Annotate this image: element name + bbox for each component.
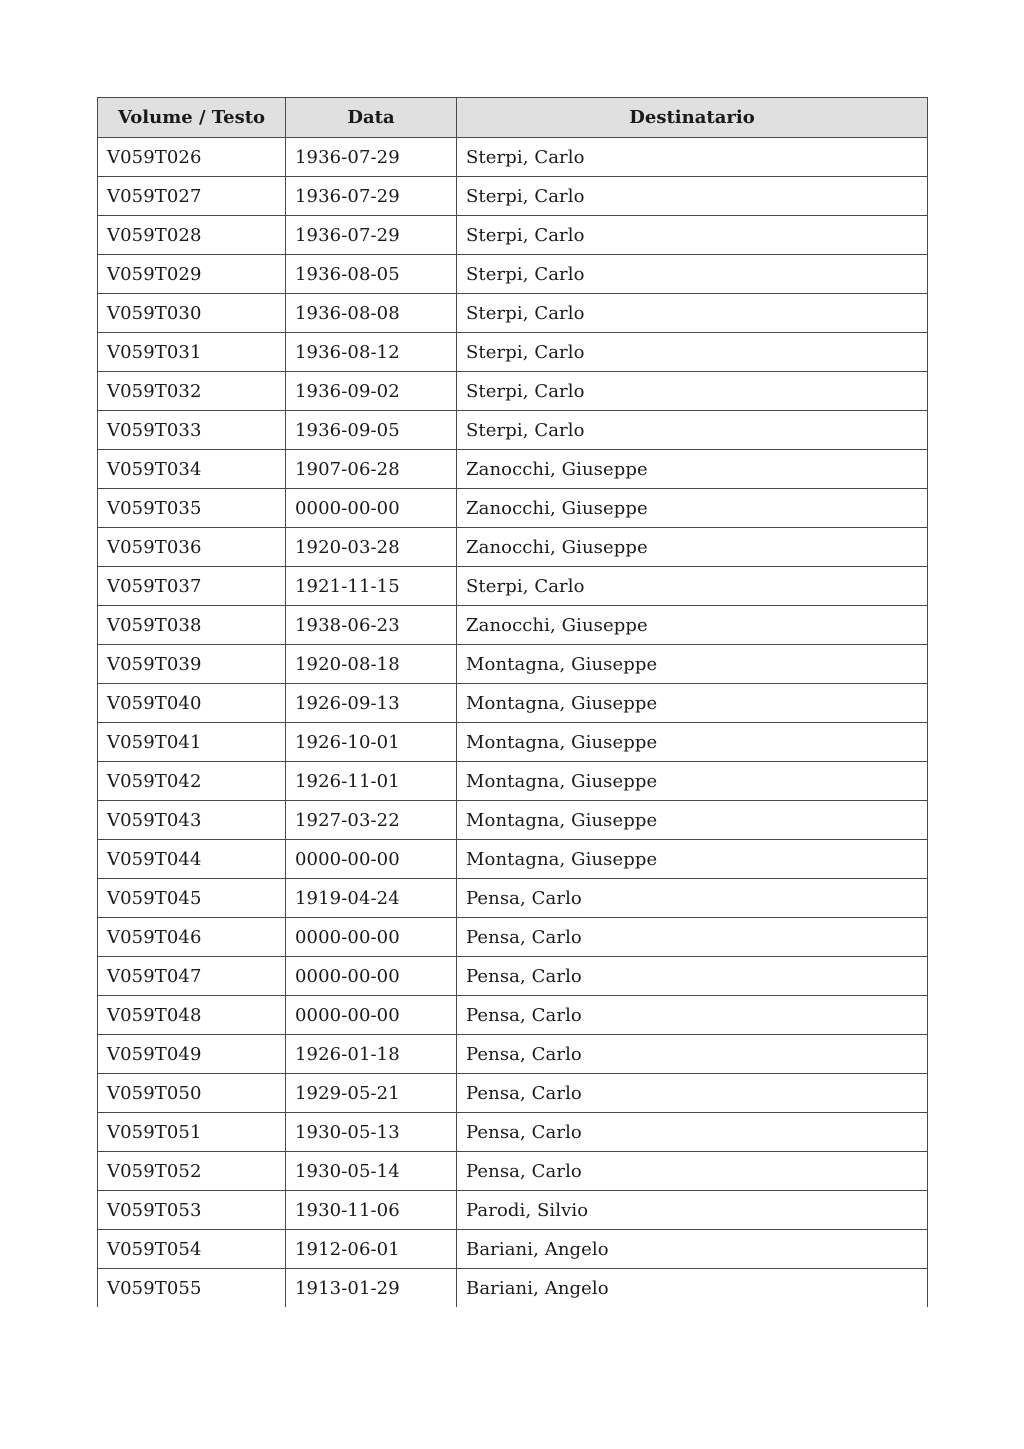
cell-recipient: Zanocchi, Giuseppe xyxy=(457,450,928,489)
cell-date: 0000-00-00 xyxy=(286,918,457,957)
cell-volume: V059T055 xyxy=(98,1269,286,1308)
cell-volume: V059T032 xyxy=(98,372,286,411)
table-row xyxy=(98,489,928,528)
cell-recipient: Pensa, Carlo xyxy=(457,996,928,1035)
cell-date: 1907-06-28 xyxy=(286,450,457,489)
cell-date: 1920-08-18 xyxy=(286,645,457,684)
cell-recipient: Zanocchi, Giuseppe xyxy=(457,489,928,528)
table-row xyxy=(98,840,928,879)
cell-recipient: Pensa, Carlo xyxy=(457,957,928,996)
cell-date: 1921-11-15 xyxy=(286,567,457,606)
cell-date: 0000-00-00 xyxy=(286,489,457,528)
cell-volume: V059T035 xyxy=(98,489,286,528)
cell-date: 1913-01-29 xyxy=(286,1269,457,1308)
table-row xyxy=(98,684,928,723)
table-row xyxy=(98,762,928,801)
cell-volume: V059T041 xyxy=(98,723,286,762)
cell-date: 1929-05-21 xyxy=(286,1074,457,1113)
cell-recipient: Montagna, Giuseppe xyxy=(457,840,928,879)
cell-volume: V059T033 xyxy=(98,411,286,450)
header-recipient: Destinatario xyxy=(457,98,928,138)
table-row xyxy=(98,957,928,996)
cell-date: 1936-07-29 xyxy=(286,216,457,255)
cell-date: 1912-06-01 xyxy=(286,1230,457,1269)
cell-date: 1936-09-02 xyxy=(286,372,457,411)
cell-recipient: Pensa, Carlo xyxy=(457,918,928,957)
cell-recipient: Sterpi, Carlo xyxy=(457,216,928,255)
table-row xyxy=(98,1035,928,1074)
header-volume: Volume / Testo xyxy=(98,98,286,138)
table-row xyxy=(98,801,928,840)
cell-recipient: Sterpi, Carlo xyxy=(457,372,928,411)
table-body xyxy=(98,138,928,1308)
cell-date: 1936-08-12 xyxy=(286,333,457,372)
table-row xyxy=(98,606,928,645)
table-row xyxy=(98,333,928,372)
cell-recipient: Parodi, Silvio xyxy=(457,1191,928,1230)
cell-recipient: Sterpi, Carlo xyxy=(457,333,928,372)
table-row xyxy=(98,1191,928,1230)
cell-recipient: Sterpi, Carlo xyxy=(457,294,928,333)
table-row xyxy=(98,450,928,489)
cell-volume: V059T036 xyxy=(98,528,286,567)
cell-volume: V059T053 xyxy=(98,1191,286,1230)
table-row xyxy=(98,879,928,918)
table-header xyxy=(98,98,928,138)
cell-recipient: Sterpi, Carlo xyxy=(457,177,928,216)
table-row xyxy=(98,996,928,1035)
cell-recipient: Pensa, Carlo xyxy=(457,1113,928,1152)
cell-date: 1919-04-24 xyxy=(286,879,457,918)
cell-date: 1926-10-01 xyxy=(286,723,457,762)
table-row xyxy=(98,138,928,177)
cell-volume: V059T037 xyxy=(98,567,286,606)
cell-volume: V059T045 xyxy=(98,879,286,918)
table-row xyxy=(98,294,928,333)
table-row xyxy=(98,723,928,762)
cell-recipient: Sterpi, Carlo xyxy=(457,411,928,450)
letters-table xyxy=(97,97,928,1307)
cell-volume: V059T044 xyxy=(98,840,286,879)
cell-recipient: Bariani, Angelo xyxy=(457,1269,928,1308)
cell-date: 1927-03-22 xyxy=(286,801,457,840)
cell-recipient: Montagna, Giuseppe xyxy=(457,762,928,801)
table-row xyxy=(98,216,928,255)
cell-recipient: Montagna, Giuseppe xyxy=(457,684,928,723)
cell-volume: V059T052 xyxy=(98,1152,286,1191)
cell-recipient: Pensa, Carlo xyxy=(457,1035,928,1074)
cell-recipient: Montagna, Giuseppe xyxy=(457,645,928,684)
cell-recipient: Sterpi, Carlo xyxy=(457,255,928,294)
cell-date: 1936-07-29 xyxy=(286,138,457,177)
cell-recipient: Pensa, Carlo xyxy=(457,879,928,918)
cell-date: 1938-06-23 xyxy=(286,606,457,645)
cell-recipient: Zanocchi, Giuseppe xyxy=(457,606,928,645)
table-row xyxy=(98,567,928,606)
cell-recipient: Bariani, Angelo xyxy=(457,1230,928,1269)
cell-date: 0000-00-00 xyxy=(286,957,457,996)
table-row xyxy=(98,1074,928,1113)
table-row xyxy=(98,528,928,567)
cell-date: 1936-08-05 xyxy=(286,255,457,294)
cell-volume: V059T027 xyxy=(98,177,286,216)
header-row xyxy=(98,98,928,138)
cell-recipient: Pensa, Carlo xyxy=(457,1152,928,1191)
table-row xyxy=(98,1230,928,1269)
cell-volume: V059T038 xyxy=(98,606,286,645)
cell-volume: V059T048 xyxy=(98,996,286,1035)
cell-volume: V059T051 xyxy=(98,1113,286,1152)
cell-date: 1936-07-29 xyxy=(286,177,457,216)
table-row xyxy=(98,918,928,957)
cell-date: 1936-09-05 xyxy=(286,411,457,450)
cell-date: 0000-00-00 xyxy=(286,840,457,879)
cell-recipient: Sterpi, Carlo xyxy=(457,138,928,177)
cell-volume: V059T050 xyxy=(98,1074,286,1113)
cell-recipient: Montagna, Giuseppe xyxy=(457,801,928,840)
table-row xyxy=(98,1113,928,1152)
table-row xyxy=(98,255,928,294)
cell-date: 1926-11-01 xyxy=(286,762,457,801)
cell-volume: V059T054 xyxy=(98,1230,286,1269)
cell-volume: V059T039 xyxy=(98,645,286,684)
cell-recipient: Pensa, Carlo xyxy=(457,1074,928,1113)
cell-volume: V059T046 xyxy=(98,918,286,957)
header-date: Data xyxy=(286,98,457,138)
cell-recipient: Sterpi, Carlo xyxy=(457,567,928,606)
table-row xyxy=(98,645,928,684)
cell-recipient: Zanocchi, Giuseppe xyxy=(457,528,928,567)
cell-date: 1920-03-28 xyxy=(286,528,457,567)
cell-date: 1930-11-06 xyxy=(286,1191,457,1230)
table-row xyxy=(98,1269,928,1308)
cell-date: 0000-00-00 xyxy=(286,996,457,1035)
cell-volume: V059T031 xyxy=(98,333,286,372)
cell-date: 1926-09-13 xyxy=(286,684,457,723)
table-row xyxy=(98,177,928,216)
table-row xyxy=(98,411,928,450)
cell-volume: V059T026 xyxy=(98,138,286,177)
cell-date: 1930-05-13 xyxy=(286,1113,457,1152)
cell-volume: V059T030 xyxy=(98,294,286,333)
cell-volume: V059T043 xyxy=(98,801,286,840)
cell-volume: V059T034 xyxy=(98,450,286,489)
table-row xyxy=(98,1152,928,1191)
cell-date: 1936-08-08 xyxy=(286,294,457,333)
cell-volume: V059T049 xyxy=(98,1035,286,1074)
cell-volume: V059T028 xyxy=(98,216,286,255)
cell-volume: V059T042 xyxy=(98,762,286,801)
cell-volume: V059T040 xyxy=(98,684,286,723)
cell-recipient: Montagna, Giuseppe xyxy=(457,723,928,762)
cell-volume: V059T047 xyxy=(98,957,286,996)
cell-volume: V059T029 xyxy=(98,255,286,294)
cell-date: 1930-05-14 xyxy=(286,1152,457,1191)
table-row xyxy=(98,372,928,411)
cell-date: 1926-01-18 xyxy=(286,1035,457,1074)
